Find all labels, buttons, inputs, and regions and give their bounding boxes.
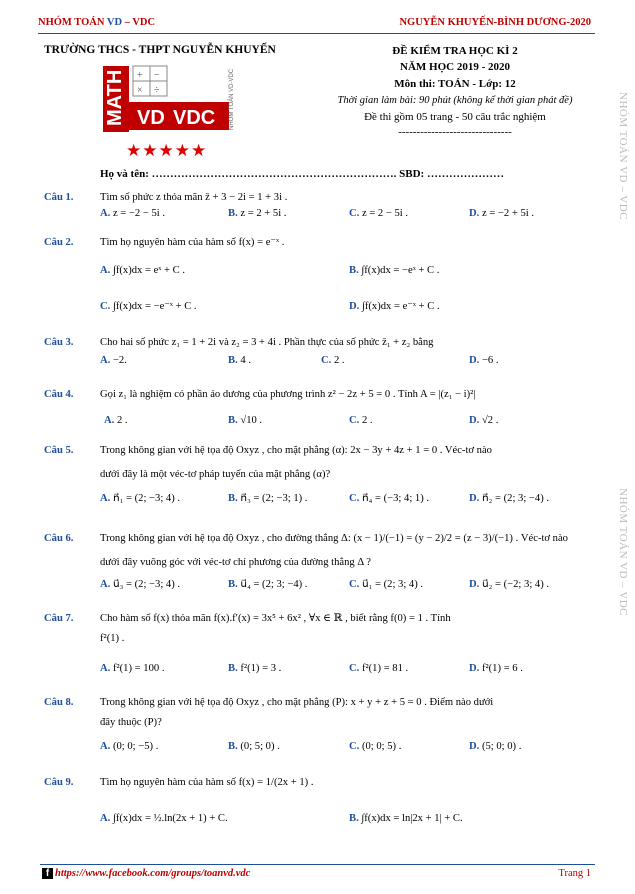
question-text: Trong không gian với hệ tọa độ Oxyz , cho mặt phẳng (α): 2x − 3y + 4z + 1 = 0 . Véc-tơ nào: [100, 445, 492, 456]
option-text: ∫f(x)dx = −e⁻ˣ + C .: [112, 301, 197, 312]
option-text: 2 .: [361, 415, 373, 426]
question-text: Tìm họ nguyên hàm của hàm số f(x) = e⁻ˣ .: [100, 237, 285, 248]
question-text: Cho hai số phức z₁ = 1 + 2i và z₂ = 3 + 4i . Phần thực của số phức z̄₁ + z₂ bằng: [100, 337, 434, 348]
option-text: (0; 0; 5) .: [361, 741, 402, 752]
option-b[interactable]: B. 4 .: [228, 355, 251, 366]
option-text: z = −2 + 5i .: [481, 208, 535, 219]
exam-dashes: -------------------------------: [398, 126, 512, 138]
question-text: Cho hàm số f(x) thỏa mãn f(x).f′(x) = 3x⁵ + 6x² , ∀x ∈ ℝ , biết rằng f(0) = 1 . Tính: [100, 613, 451, 624]
question-number: Câu 3.: [44, 337, 74, 348]
option-d[interactable]: D. (5; 0; 0) .: [469, 741, 522, 752]
option-a[interactable]: A. −2.: [100, 355, 127, 366]
option-text: (0; 0; −5) .: [112, 741, 159, 752]
option-a[interactable]: A. f²(1) = 100 .: [100, 663, 165, 674]
option-text: (5; 0; 0) .: [481, 741, 522, 752]
option-text: ∫f(x)dx = eˣ + C .: [112, 265, 185, 276]
option-text: 2 .: [333, 355, 345, 366]
option-b[interactable]: B. f²(1) = 3 .: [228, 663, 282, 674]
option-text: z = 2 − 5i .: [361, 208, 409, 219]
option-text: z = 2 + 5i .: [240, 208, 287, 219]
option-a[interactable]: A. u⃗₃ = (2; −3; 4) .: [100, 579, 181, 590]
question-number: Câu 6.: [44, 533, 74, 544]
logo-vdc-text: VDC: [173, 107, 216, 129]
svg-text:÷: ÷: [154, 85, 160, 96]
option-d[interactable]: D. f²(1) = 6 .: [469, 663, 523, 674]
option-d[interactable]: D. −6 .: [469, 355, 499, 366]
option-a[interactable]: A. (0; 0; −5) .: [100, 741, 159, 752]
question-number: Câu 7.: [44, 613, 74, 624]
math-logo: [103, 64, 239, 136]
school-name: TRƯỜNG THCS - THPT NGUYỄN KHUYẾN: [44, 44, 276, 56]
option-text: u⃗₁ = (2; 3; 4) .: [361, 579, 424, 590]
option-text: (0; 5; 0) .: [240, 741, 280, 752]
question-text: f²(1) .: [100, 633, 125, 644]
option-b[interactable]: B. ∫f(x)dx = −eˣ + C .: [349, 265, 440, 276]
question-text: Tìm họ nguyên hàm của hàm số f(x) = 1/(2x + 1) .: [100, 777, 314, 788]
option-text: n⃗₂ = (2; 3; −4) .: [481, 493, 550, 504]
option-text: n⃗₄ = (−3; 4; 1) .: [361, 493, 430, 504]
header-right: NGUYỄN KHUYẾN-BÌNH DƯƠNG-2020: [399, 17, 591, 28]
header-group-name: NHÓM TOÁN: [38, 17, 105, 28]
question-number: Câu 9.: [44, 777, 74, 788]
exam-time: Thời gian làm bài: 90 phút (không kể thời gian phát đề): [337, 95, 573, 106]
question-text: Trong không gian với hệ tọa độ Oxyz , cho mặt phẳng (P): x + y + z + 5 = 0 . Điểm nào dưới: [100, 697, 494, 708]
option-b[interactable]: B. (0; 5; 0) .: [228, 741, 280, 752]
logo-math-text: MATH: [104, 69, 126, 126]
option-d[interactable]: D. u⃗₂ = (−2; 3; 4) .: [469, 579, 550, 590]
option-b[interactable]: B. z = 2 + 5i .: [228, 208, 287, 219]
option-text: −6 .: [481, 355, 499, 366]
option-text: ∫f(x)dx = ln|2x + 1| + C.: [361, 813, 463, 824]
option-b[interactable]: B. n⃗₃ = (2; −3; 1) .: [228, 493, 308, 504]
option-text: f²(1) = 81 .: [361, 663, 409, 674]
exam-title: ĐỀ KIỂM TRA HỌC KÌ 2: [392, 45, 518, 57]
svg-text:−: −: [154, 70, 160, 81]
option-a[interactable]: A. ∫f(x)dx = ½.ln(2x + 1) + C.: [100, 813, 228, 824]
option-text: u⃗₃ = (2; −3; 4) .: [112, 579, 181, 590]
option-text: f²(1) = 100 .: [112, 663, 165, 674]
side-watermark-top: NHÓM TOÁN VD – VDC: [617, 92, 629, 220]
option-d[interactable]: D. z = −2 + 5i .: [469, 208, 535, 219]
facebook-icon: f: [42, 868, 53, 879]
question-text: đây thuộc (P)?: [100, 717, 162, 728]
option-b[interactable]: B. ∫f(x)dx = ln|2x + 1| + C.: [349, 813, 463, 824]
option-a[interactable]: A. z = −2 − 5i .: [100, 208, 166, 219]
option-a[interactable]: A. n⃗₁ = (2; −3; 4) .: [100, 493, 181, 504]
question-number: Câu 8.: [44, 697, 74, 708]
header-group-vd: VD: [106, 17, 123, 28]
question-number: Câu 4.: [44, 389, 74, 400]
option-text: √2 .: [481, 415, 499, 426]
option-c[interactable]: C. ∫f(x)dx = −e⁻ˣ + C .: [100, 301, 197, 312]
question-number: Câu 2.: [44, 237, 74, 248]
option-text: n⃗₁ = (2; −3; 4) .: [112, 493, 181, 504]
option-text: n⃗₃ = (2; −3; 1) .: [240, 493, 308, 504]
option-d[interactable]: D. √2 .: [469, 415, 499, 426]
option-text: 4 .: [240, 355, 251, 366]
option-text: ∫f(x)dx = ½.ln(2x + 1) + C.: [112, 813, 228, 824]
logo-vd-text: VD: [137, 107, 165, 129]
question-text: dưới đây là một véc-tơ pháp tuyến của mặt phẳng (α)?: [100, 469, 331, 480]
option-c[interactable]: C. (0; 0; 5) .: [349, 741, 402, 752]
student-info-line: Họ và tên: …………………………………………………………. SBD: …………………: [100, 168, 504, 180]
logo-side-text: NHÓM TOÁN VD-VDC: [229, 68, 235, 130]
option-a[interactable]: A. 2 .: [104, 415, 128, 426]
option-d[interactable]: D. n⃗₂ = (2; 3; −4) .: [469, 493, 550, 504]
question-text: Tìm số phức z thỏa mãn z̄ + 3 − 2i = 1 + 3i .: [100, 192, 288, 203]
option-c[interactable]: C. u⃗₁ = (2; 3; 4) .: [349, 579, 424, 590]
question-number: Câu 1.: [44, 192, 74, 203]
exam-subject: Môn thi: TOÁN - Lớp: 12: [394, 78, 516, 90]
option-text: √10 .: [240, 415, 263, 426]
header-left: [38, 17, 155, 28]
footer-link[interactable]: https://www.facebook.com/groups/toanvd.vdc: [55, 868, 251, 879]
page-number: Trang 1: [558, 868, 591, 879]
rating-stars-icon: ★★★★★: [126, 141, 208, 160]
option-text: u⃗₂ = (−2; 3; 4) .: [481, 579, 550, 590]
option-text: ∫f(x)dx = −eˣ + C .: [361, 265, 440, 276]
option-text: 2 .: [116, 415, 128, 426]
option-c[interactable]: C. 2 .: [349, 415, 373, 426]
option-b[interactable]: B. √10 .: [228, 415, 263, 426]
option-text: ∫f(x)dx = e⁻ˣ + C .: [361, 301, 440, 312]
svg-text:×: ×: [137, 85, 143, 96]
footer-divider: [40, 864, 595, 865]
header-group-suffix: – VDC: [124, 17, 156, 28]
option-c[interactable]: C. n⃗₄ = (−3; 4; 1) .: [349, 493, 430, 504]
question-text: Gọi z₁ là nghiệm có phần ảo dương của phương trình z² − 2z + 5 = 0 . Tính A = |(z₁ − i)²|: [100, 389, 476, 400]
option-b[interactable]: B. u⃗₄ = (2; 3; −4) .: [228, 579, 308, 590]
exam-year: NĂM HỌC 2019 - 2020: [400, 61, 510, 73]
option-c[interactable]: C. z = 2 − 5i .: [349, 208, 409, 219]
option-d[interactable]: D. ∫f(x)dx = e⁻ˣ + C .: [349, 301, 440, 312]
option-c[interactable]: C. f²(1) = 81 .: [349, 663, 409, 674]
question-text: dưới đây vuông góc với véc-tơ chỉ phương của đường thẳng Δ ?: [100, 557, 371, 568]
option-text: −2.: [112, 355, 127, 366]
svg-text:+: +: [137, 70, 143, 81]
side-watermark-bottom: NHÓM TOÁN VD – VDC: [617, 488, 629, 616]
option-a[interactable]: A. ∫f(x)dx = eˣ + C .: [100, 265, 185, 276]
exam-info: Đề thi gồm 05 trang - 50 câu trắc nghiệm: [364, 111, 546, 123]
option-text: f²(1) = 6 .: [481, 663, 523, 674]
option-c[interactable]: C. 2 .: [321, 355, 345, 366]
question-text: Trong không gian với hệ tọa độ Oxyz , cho đường thẳng Δ: (x − 1)/(−1) = (y − 2)/2 = (z − 3)/(−1) . Véc-tơ nào: [100, 533, 568, 544]
footer-link-block[interactable]: [42, 868, 250, 879]
option-text: f²(1) = 3 .: [240, 663, 282, 674]
header-divider: [38, 33, 595, 34]
option-text: z = −2 − 5i .: [112, 208, 166, 219]
question-number: Câu 5.: [44, 445, 74, 456]
option-text: u⃗₄ = (2; 3; −4) .: [240, 579, 308, 590]
